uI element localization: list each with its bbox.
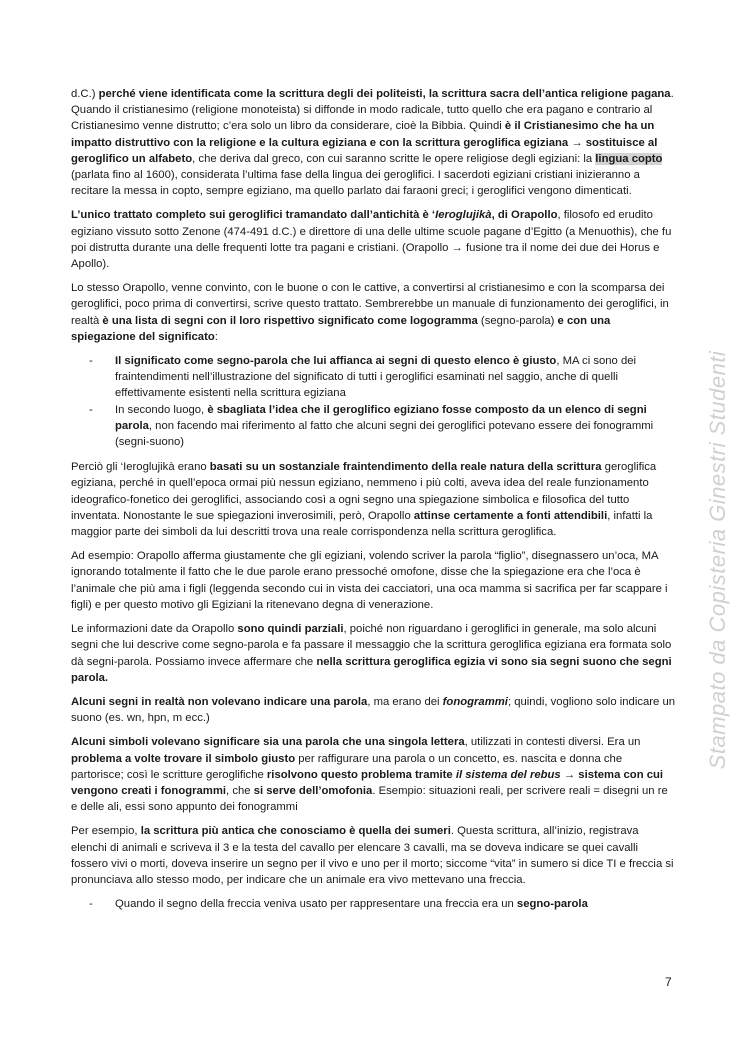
text-run: segno-parola xyxy=(516,898,588,911)
paragraph xyxy=(71,548,675,613)
text-run: basati su un sostanziale fraintendimento della reale natura della scrittura xyxy=(209,461,602,474)
text-run: nella scrittura geroglifica egizia vi sono sia segni suono che segni parola. xyxy=(71,655,672,684)
text-run: Lo stesso Orapollo, venne convinto, con le buone o con le cattive, a convertirsi al cristianesimo e con la scomparsa dei geroglifici, poco prima di convertirsi, scrive questo trattato. Sembrerebbe un manuale di funzionamento dei geroglifici, in realtà xyxy=(71,282,669,327)
text-run: : xyxy=(214,330,218,343)
paragraph xyxy=(71,86,675,199)
text-run: Quando il segno della freccia veniva usato per rappresentare una freccia era un xyxy=(115,898,517,911)
text-run: Perciò gli ‘Ieroglujikà erano xyxy=(71,461,210,474)
text-run: Alcuni segni in realtà non volevano indicare una parola xyxy=(71,695,368,708)
text-run: perché viene identificata come la scrittura degli dei politeisti, la scrittura sacra dell’antica religione pagana xyxy=(98,88,671,100)
text-run: (parlata fino al 1600), considerata l’ultima fase della lingua dei geroglifici. I sacerdoti egiziani cristiani inizieranno a recitare la messa in copto, sempre egiziano, ma quello parlato dai faraoni greci; i geroglifici vengono dimenticati. xyxy=(71,169,640,198)
paragraph xyxy=(71,459,675,540)
list-item xyxy=(71,402,675,451)
text-run: sono quindi parziali xyxy=(237,623,344,636)
text-run: Il significato come segno-parola che lui affianca ai segni di questo elenco è giusto xyxy=(115,355,557,368)
watermark-text: Stampato da Copisteria Ginestri Studenti xyxy=(704,350,730,770)
paragraph xyxy=(71,207,675,272)
paragraph xyxy=(71,823,675,888)
text-run: . Quando il cristianesimo (religione monoteista) si diffonde in modo radicale, tutto quello che era pagano e contrario al Cristianesimo venne distrutto; c’era solo un libro da considerare, cioè la Bibbia. Quindi xyxy=(71,88,674,133)
text-run: , che xyxy=(226,784,254,797)
text-run: attinse certamente a fonti attendibili xyxy=(413,509,608,522)
page-number: 7 xyxy=(665,975,672,989)
text-run: L’unico trattato completo sui geroglifici tramandato dall’antichità è ‘ xyxy=(71,209,436,222)
paragraph xyxy=(71,621,675,686)
text-run: geroglifica egiziana, perché in quell’epoca ormai più nessun egiziano, nemmeno i più colti, aveva idea del reale funzionamento ideografico-fonetico dei geroglifici, associando così a ogni segno una spiegazione simbolica e filosofica del tutto inventata. Nonostante le sue spiegazioni inverosimili, però, Orapollo xyxy=(71,461,657,522)
text-run: . Questa scrittura, all’inizio, registrava elenchi di animali e scriveva il 3 e la testa del cavallo per elencare 3 cavalli, ma se doveva indicare se quei cavalli fossero vivi o morti, doveva inserire un segno per il vivo e uno per il morto; siccome “vita” in sumero si dice TI e freccia si pronunciava allo stesso modo, per indicare che un animale era vivo mettevano una freccia. xyxy=(71,825,674,886)
text-run: , che deriva dal greco, con cui saranno scritte le opere religiose degli egiziani: la xyxy=(192,152,596,165)
text-run: , di Orapollo xyxy=(491,209,558,222)
text-run: Ad esempio: Orapollo afferma giustamente che gli egiziani, volendo scriver la parola “figlio”, disegnassero un’oca, MA ignorando totalmente il fatto che le due parole erano pressoché omofone, disse che la spiegazione era che l’oca è l’animale che più ama i figli (leggenda secondo cui in vista dei cacciatori, una oca mamma si sacrifica per far scappare i figli) e per questo motivo gli Egiziani la ritenevano degna di venerazione. xyxy=(71,550,668,611)
text-run: , non facendo mai riferimento al fatto che alcuni segni dei geroglifici potevano essere dei fonogrammi (segni-suono) xyxy=(115,419,654,449)
text-run: In secondo luogo, xyxy=(115,403,208,416)
list-item xyxy=(71,353,675,402)
text-run: , filosofo ed erudito egiziano vissuto sotto Zenone (474-491 d.C.) e direttore di una delle ultime scuole pagane d’Egitto (a Menuothis), che fu poi distrutta durante una delle frequenti lotte tra pagani e cristiani. (Orapollo → fusione tra il nome dei due dei Horus e Apollo). xyxy=(71,209,672,271)
dash-list xyxy=(71,353,675,450)
text-run: , MA ci sono dei fraintendimenti nell’illustrazione del significato di tutti i geroglifici esaminati nel saggio, anche di quelli effettivamente esistenti nella scrittura egiziana xyxy=(115,355,637,400)
text-run: Ieroglujikà xyxy=(435,209,492,222)
text-run: Le informazioni date da Orapollo xyxy=(71,623,238,636)
text-run: → sistema con cui vengono creati i fonogrammi xyxy=(71,768,664,797)
text-run: è il Cristianesimo che ha un impatto distruttivo con la religione e la cultura egiziana e con la scrittura geroglifica egiziana → sostituisce al geroglifico un alfabeto xyxy=(71,120,658,165)
text-run: si serve dell’omofonia xyxy=(253,784,373,797)
text-run: . Esempio: situazioni reali, per scrivere reali = disegni un re e delle ali, essi sono appunto dei fonogrammi xyxy=(71,784,668,814)
text-run: , infatti la maggior parte dei simboli da lui descritti trova una reale corrispondenza nella scrittura geroglifica. xyxy=(71,509,653,539)
paragraph xyxy=(71,280,675,345)
text-run: (segno-parola) xyxy=(477,314,558,327)
page-body xyxy=(71,86,675,921)
dash-list xyxy=(71,896,675,912)
text-run: Per esempio, xyxy=(71,825,141,838)
text-run: fonogrammi xyxy=(442,695,508,708)
text-run: il sistema del rebus xyxy=(455,768,561,781)
text-run: per raffigurare una parola o un concetto, es. nascita e donna che partorisce; così le scritture geroglifiche xyxy=(71,752,623,781)
text-run: d.C.) xyxy=(71,88,99,100)
paragraph xyxy=(71,694,675,726)
text-run: e con una spiegazione del significato xyxy=(71,314,611,343)
text-run: è sbagliata l’idea che il geroglifico egiziano fosse composto da un elenco di segni parola xyxy=(115,403,647,432)
text-run: , utilizzati in contesti diversi. Era un xyxy=(464,736,641,749)
paragraph xyxy=(71,734,675,815)
text-run: la scrittura più antica che conosciamo è quella dei sumeri xyxy=(140,825,451,838)
text-run: , ma erano dei xyxy=(367,695,443,708)
text-run: ; quindi, vogliono solo indicare un suono (es. wn, hpn, m ecc.) xyxy=(71,695,676,725)
text-run: problema a volte trovare il simbolo giusto xyxy=(71,752,296,765)
text-run: lingua copto xyxy=(595,152,663,165)
text-run: risolvono questo problema tramite xyxy=(266,768,456,781)
list-item xyxy=(71,896,675,912)
text-run: Alcuni simboli volevano significare sia una parola che una singola lettera xyxy=(71,736,465,749)
text-run: è una lista di segni con il loro rispettivo significato come logogramma xyxy=(102,314,478,327)
text-run: , poiché non riguardano i geroglifici in generale, ma solo alcuni segni che lui descrive come segno-parola e fa passare il messaggio che la scrittura geroglifica egiziana era formata solo dà segni-parola. Possiamo invece affermare che xyxy=(71,623,672,668)
